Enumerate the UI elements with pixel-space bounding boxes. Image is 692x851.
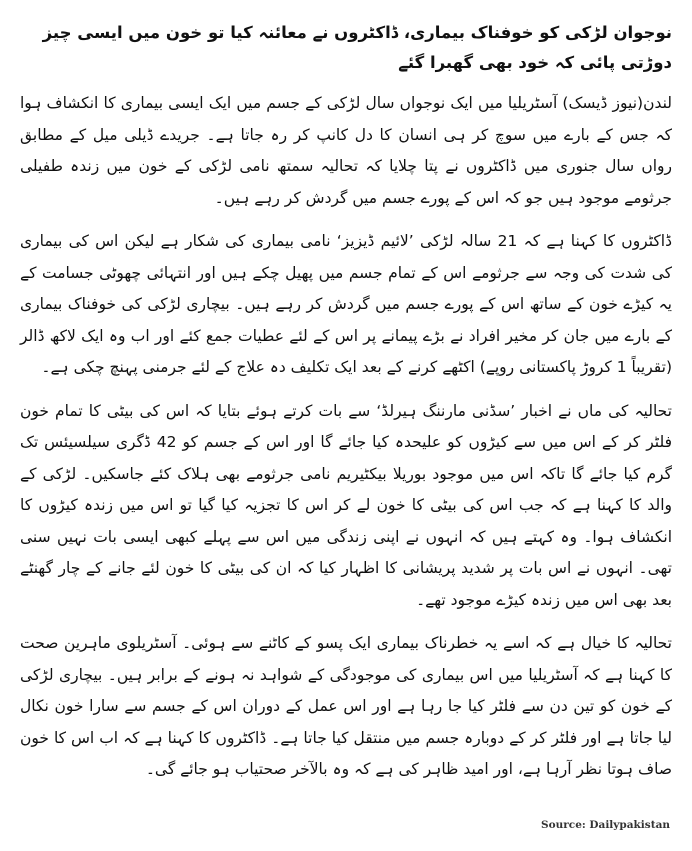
article-paragraph-2: ڈاکٹروں کا کہنا ہے کہ 21 سالہ لڑکی ’لائیم ڈیزیز‘ نامی بیماری کی شکار ہے لیکن اس کی بیماری کی شدت کی وجہ سے جرثومے اس کے تمام جسم میں پھیل چکے ہیں اور انتہائی چھوٹی جسامت کے یہ کیڑے خون کے ساتھ اس کے پورے جسم میں گردش کر رہے ہیں۔ بیچاری لڑکی کی خوفناک بیماری کے بارے میں جان کر مخیر افراد نے بڑے پیمانے پر اس کے لئے عطیات جمع کئے اور اب وہ ایک لاکھ ڈالر (تقریباً 1 کروڑ پاکستانی روپے) اکٹھے کرنے کے بعد ایک تکلیف دہ علاج کے لئے جرمنی پہنچ چکی ہے۔	[20, 232, 672, 376]
article-headline: نوجوان لڑکی کو خوفناک بیماری، ڈاکٹروں نے معائنہ کیا تو خون میں ایسی چیز دوڑتی پائی کہ خود بھی گھبرا گئے	[42, 23, 672, 72]
source-credit: Source: Dailypakistan	[541, 819, 670, 831]
article-paragraph-4: تحالیہ کا خیال ہے کہ اسے یہ خطرناک بیماری ایک پسو کے کاٹنے سے ہوئی۔ آسٹریلوی ماہرین صحت کا کہنا ہے کہ آسٹریلیا میں اس بیماری کی موجودگی کے شواہد نہ ہونے کے برابر ہیں۔ بیچاری لڑکی کے خون کو تین دن سے فلٹر کیا جا رہا ہے اور اس عمل کے دوران اس کے جسم سے سارا خون نکال لیا جاتا ہے اور فلٹر کر کے دوبارہ جسم میں منتقل کیا جاتا ہے۔ ڈاکٹروں کا کہنا ہے کہ اب اس کا خون صاف ہوتا نظر آرہا ہے، اور امید ظاہر کی ہے کہ وہ بالآخر صحتیاب ہو جائے گی۔	[20, 634, 672, 778]
news-article	[20, 18, 672, 798]
article-paragraph-3: تحالیہ کی ماں نے اخبار ’سڈنی مارننگ ہیرلڈ‘ سے بات کرتے ہوئے بتایا کہ اس کی بیٹی کا تمام خون فلٹر کر کے اس میں سے کیڑوں کو علیحدہ کیا جائے گا اور اس کے جسم کو 42 ڈگری سیلسیئس تک گرم کیا جائے گا تاکہ اس میں موجود بوریلا بیکٹیریم نامی جرثومے بھی ہلاک کئے جاسکیں۔ لڑکی کے والد کا کہنا ہے کہ جب اس کی بیٹی کا خون لے کر اس کا تجزیہ کیا گیا تو اس میں زندہ کیڑوں کا انکشاف ہوا۔ وہ کہتے ہیں کہ انہوں نے اپنی زندگی میں اس سے پہلے کبھی ایسی بات نہیں سنی تھی۔ انہوں نے اس بات پر شدید پریشانی کا اظہار کیا کہ ان کی بیٹی کا خون لئے جانے کے چار گھنٹے بعد بھی اس میں زندہ کیڑے موجود تھے۔	[20, 401, 672, 609]
article-paragraph-1: لندن(نیوز ڈیسک) آسٹریلیا میں ایک نوجواں سال لڑکی کے جسم میں ایک ایسی بیماری کا انکشاف ہوا کہ جس کے بارے میں سوچ کر ہی انسان کا دل کانپ کر رہ جاتا ہے۔ جریدے ڈیلی میل کے مطابق رواں سال جنوری میں ڈاکٹروں نے پتا چلایا کہ تحالیہ سمتھ نامی لڑکی کے خون میں زندہ طفیلی جرثومے موجود ہیں جو کہ اس کے پورے جسم میں گردش کر رہے ہیں۔	[20, 94, 672, 207]
